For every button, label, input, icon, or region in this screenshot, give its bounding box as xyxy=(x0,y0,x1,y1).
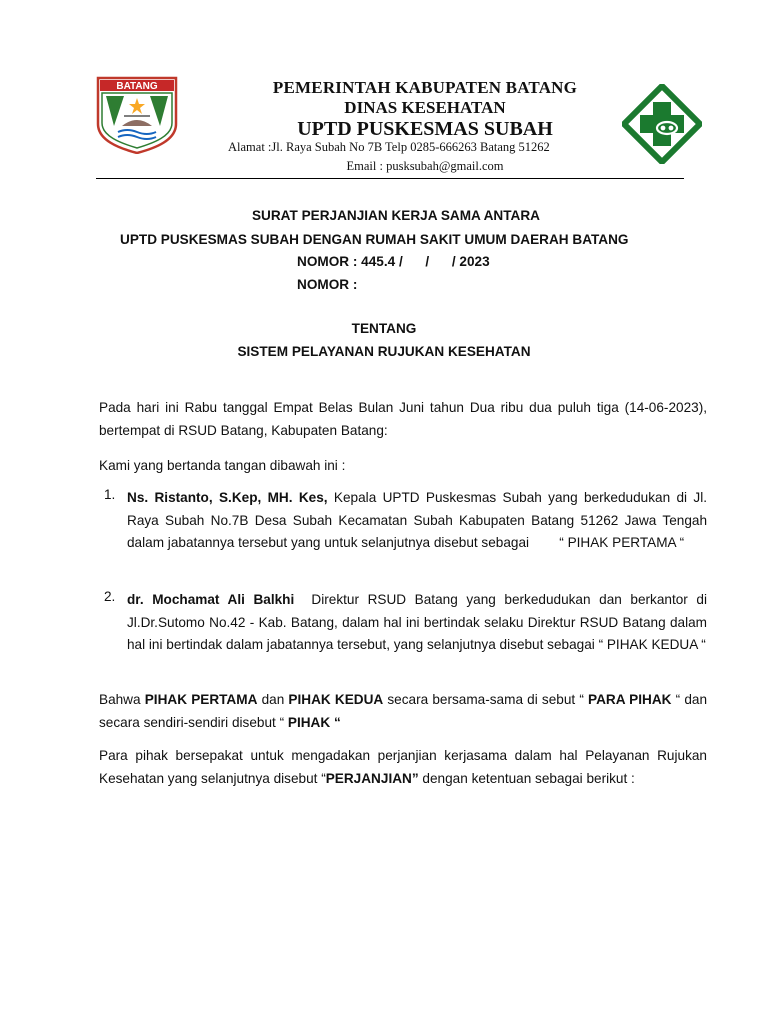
party-2-item xyxy=(127,589,711,657)
document-subject: SISTEM PELAYANAN RUJUKAN KESEHATAN xyxy=(237,344,531,359)
party-1-item xyxy=(127,487,711,555)
bold-run: PERJANJIAN” xyxy=(325,770,419,786)
text-run: “ dan secara sendiri-sendiri disebut “ xyxy=(99,692,708,730)
party-2-name: dr. Mochamat Ali Balkhi xyxy=(127,592,295,607)
document-title: SURAT PERJANJIAN KERJA SAMA ANTARA xyxy=(251,208,540,223)
document-number-1: NOMOR : 445.4 / / / 2023 xyxy=(297,254,490,269)
emblem-label: BATANG xyxy=(116,81,158,92)
agreement-paragraph xyxy=(99,745,707,790)
puskesmas-logo xyxy=(622,84,702,164)
text-run: dengan ketentuan sebagai berikut : xyxy=(418,770,635,786)
text-run: dan xyxy=(257,692,289,707)
letterhead-email: Email : pusksubah@gmail.com xyxy=(346,159,504,173)
document-parties: UPTD PUSKESMAS SUBAH DENGAN RUMAH SAKIT UMUM DAERAH BATANG xyxy=(120,232,629,247)
text-run: Para pihak bersepakat untuk mengadakan perjanjian kerjasama dalam hal Pelayanan Rujukan Kesehatan yang selanjutnya disebut “ xyxy=(99,748,707,786)
bold-run: PIHAK KEDUA xyxy=(288,692,384,707)
document-number-2: NOMOR : xyxy=(297,277,358,292)
party-2-text: Direktur RSUD Batang yang berkedudukan dan berkantor di Jl.Dr.Sutomo No.42 - Kab. Batang, dalam hal ini bertindak selaku Direktur RSUD Batang dalam hal ini bertindak dalam jabatannya tersebut, yang selanjutnya disebut sebagai “ PIHAK KEDUA “ xyxy=(127,592,711,652)
letterhead-address: Alamat :Jl. Raya Subah No 7B Telp 0285-666263 Batang 51262 xyxy=(228,140,550,154)
text-run: Bahwa xyxy=(99,692,145,707)
letterhead-unit: UPTD PUSKESMAS SUBAH xyxy=(297,118,553,140)
letterhead-divider xyxy=(96,178,684,179)
letterhead-department: DINAS KESEHATAN xyxy=(344,98,506,117)
opening-paragraph: Pada hari ini Rabu tanggal Empat Belas Bulan Juni tahun Dua ribu dua puluh tiga (14-06-2023), bertempat di RSUD Batang, Kabupaten Batang: xyxy=(99,400,707,438)
party-1-name: Ns. Ristanto, S.Kep, MH. Kes, xyxy=(127,490,328,505)
text-run: secara bersama-sama di sebut “ xyxy=(383,692,589,707)
bold-run: PIHAK PERTAMA xyxy=(144,692,258,707)
intro-paragraph: Kami yang bertanda tangan dibawah ini : xyxy=(99,458,346,473)
party-1-text: Kepala UPTD Puskesmas Subah yang berkedudukan di Jl. Raya Subah No.7B Desa Subah Kecamatan Subah Kabupaten Batang 51262 Jawa Tengah dalam jabatannya tersebut yang untuk selanjutnya disebut sebagai “ PIHAK PERTAMA “ xyxy=(127,490,711,550)
party-2-number: 2. xyxy=(104,589,116,604)
letterhead-government: PEMERINTAH KABUPATEN BATANG xyxy=(272,78,578,97)
bold-run: PIHAK “ xyxy=(287,714,341,730)
bold-run: PARA PIHAK xyxy=(588,692,672,707)
party-1-number: 1. xyxy=(104,487,116,502)
document-about: TENTANG xyxy=(351,321,417,336)
para-pihak-paragraph xyxy=(99,689,707,734)
